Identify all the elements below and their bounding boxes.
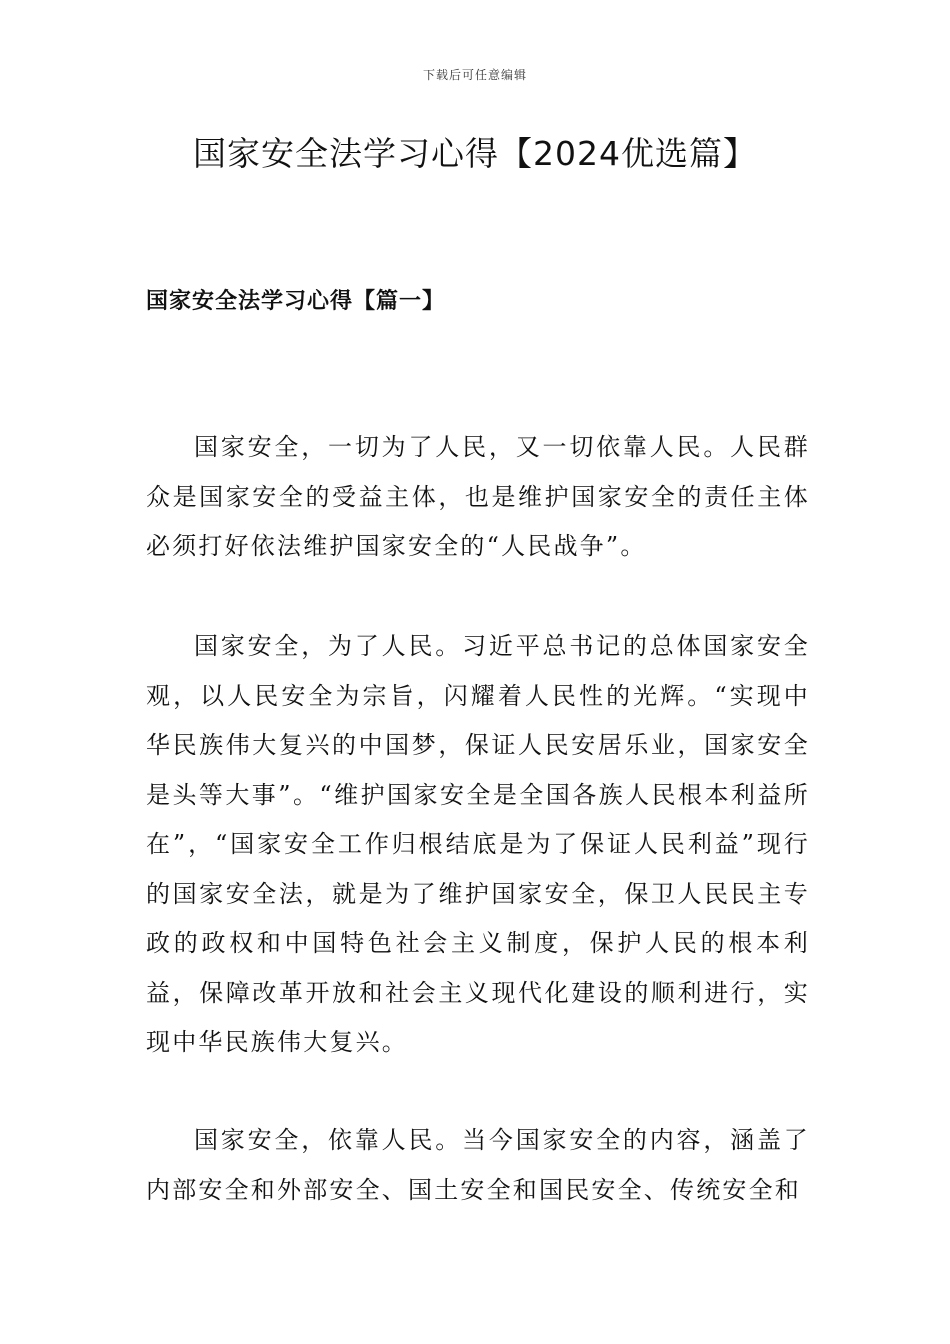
header-note: 下载后可任意编辑 bbox=[422, 68, 527, 82]
paragraph-3: 国家安全，依靠人民。当今国家安全的内容，涵盖了内部安全和外部安全、国土安全和国民安全、传统安全和 bbox=[146, 1126, 810, 1204]
paragraph-1: 国家安全，一切为了人民，又一切依靠人民。人民群众是国家安全的受益主体，也是维护国家安全的责任主体必须打好依法维护国家安全的“人民战争”。 bbox=[146, 433, 810, 560]
section-heading: 国家安全法学习心得【篇一】 bbox=[146, 288, 446, 314]
paragraph-2: 国家安全，为了人民。习近平总书记的总体国家安全观，以人民安全为宗旨，闪耀着人民性的光辉。“实现中华民族伟大复兴的中国梦，保证人民安居乐业，国家安全是头等大事”。“维护国家安全是全国各族人民根本利益所在”，“国家安全工作归根结底是为了保证人民利益”现行的国家安全法，就是为了维护国家安全，保卫人民民主专政的政权和中国特色社会主义制度，保护人民的根本利益，保障改革开放和社会主义现代化建设的顺利进行，实现中华民族伟大复兴。 bbox=[146, 632, 810, 1056]
document-title: 国家安全法学习心得【2024优选篇】 bbox=[193, 134, 757, 173]
